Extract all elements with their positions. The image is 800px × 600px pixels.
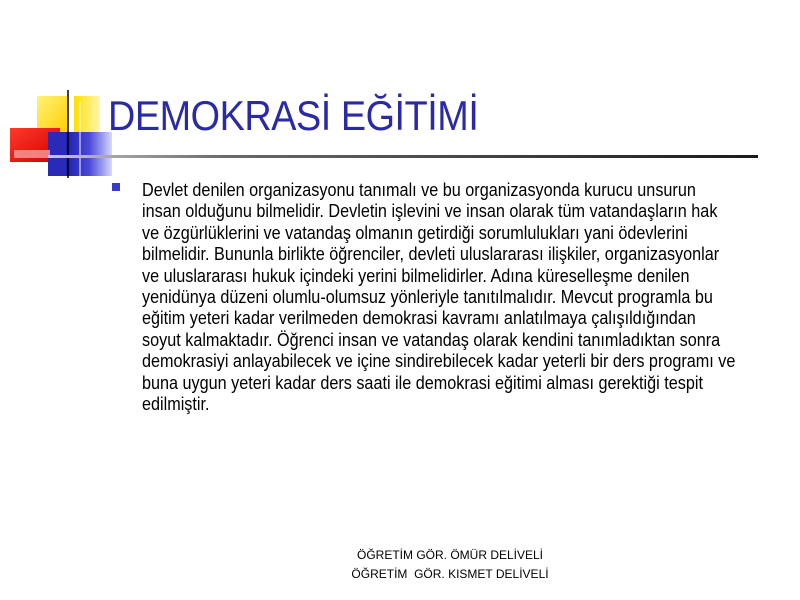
slide-body <box>112 180 792 415</box>
footer-author-1: ÖĞRETİM GÖR. ÖMÜR DELİVELİ <box>356 548 544 562</box>
footer-author-2: ÖĞRETİM GÖR. KISMET DELİVELİ <box>351 567 549 581</box>
body-paragraph: Devlet denilen organizasyonu tanımalı ve bu organizasyonda kurucu unsurun insan olduğunu bilmelidir. Devletin işlevini ve insan olarak tüm vatandaşların hak ve özgürlüklerini ve vatandaş olmanın getirdiği sorumlulukları yani ödevlerini bilmelidir. Bununla birlikte öğrenciler, devleti uluslararası ilişkiler, organizasyonlar ve uluslararası hukuk içindeki yerini bilmelidirler. Adına küreselleşme denilen yenidünya düzeni olumlu-olumsuz yönleriyle tanıtılmalıdır. Mevcut programla bu eğitim yeteri kadar verilmeden demokrasi kavramı anlatılmaya çalışıldığından soyut kalmaktadır. Öğrenci insan ve vatandaş olarak kendini tanımladıktan sonra demokrasiyi anlayabilecek ve içine sindirebilecek kadar yeterli bir ders programı ve buna uygun yeteri kadar ders saati ile demokrasi eğitimi alması gerektiği tespit edilmiştir. <box>142 180 736 415</box>
title-underline <box>48 155 758 158</box>
slide-footer <box>330 546 570 584</box>
slide-title: DEMOKRASİ EĞİTİMİ <box>108 92 479 139</box>
bullet-square-icon <box>112 183 120 191</box>
